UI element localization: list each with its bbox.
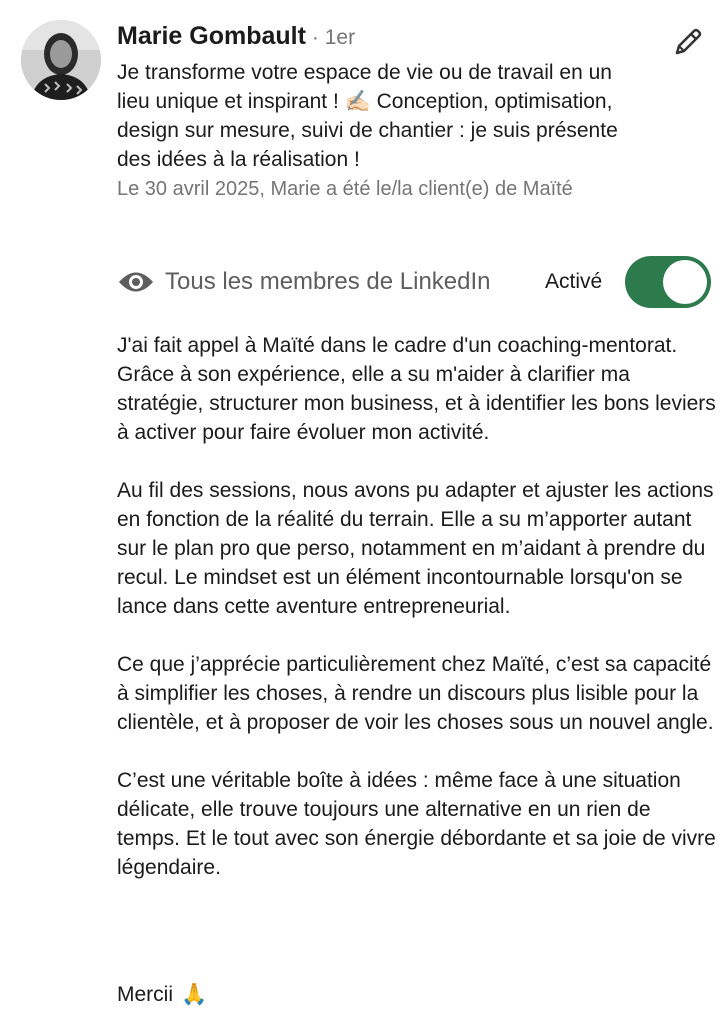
visibility-toggle[interactable]	[625, 256, 711, 308]
author-header	[117, 22, 647, 203]
recommendation-paragraph: C’est une véritable boîte à idées : même face à une situation délicate, elle trouve toujours une alternative en un rien de temps. Et le tout avec son énergie débordante et sa joie de vivre légendaire.	[117, 769, 716, 879]
recommendation-paragraph: J'ai fait appel à Maïté dans le cadre d'un coaching-mentorat. Grâce à son expérience, elle a su m'aider à clarifier ma stratégie, structurer mon business, et à identifier les bons leviers à activer pour faire évoluer mon activité.	[117, 334, 716, 444]
closing-line	[117, 980, 207, 1009]
author-headline: Je transforme votre espace de vie ou de travail en un lieu unique et inspirant ! ✍🏻 Conception, optimisation, design sur mesure, suivi de chantier : je suis présente des idées à la réalisation !	[117, 61, 618, 171]
recommendation-paragraph: Au fil des sessions, nous avons pu adapter et ajuster les actions en fonction de la réalité du terrain. Elle a su m’apporter autant sur le plan pro que perso, notamment en m’aidant à prendre du recul. Le mindset est un élément incontournable lorsqu'on se lance dans cette aventure entrepreneurial.	[117, 479, 714, 618]
connection-degree: · 1er	[311, 26, 356, 49]
recommendation-paragraph: Ce que j’apprécie particulièrement chez Maïté, c’est sa capacité à simplifier les choses, à rendre un discours plus lisible pour la clientèle, et à proposer de voir les choses sous un nouvel angle.	[117, 653, 714, 734]
closing-text: Mercii	[117, 983, 173, 1006]
author-name[interactable]: Marie Gombault	[117, 22, 306, 50]
recommendation-relationship: Le 30 avril 2025, Marie a été le/la client(e) de Maïté	[117, 178, 573, 200]
edit-button[interactable]	[668, 22, 708, 62]
name-line	[117, 22, 647, 58]
visibility-row	[117, 256, 712, 308]
avatar[interactable]	[21, 20, 101, 100]
recommendation-text	[117, 331, 717, 911]
avatar-photo	[21, 20, 101, 100]
pencil-icon	[671, 25, 705, 59]
eye-icon	[117, 268, 155, 296]
praying-hands-icon: 🙏	[181, 983, 208, 1006]
toggle-knob	[663, 260, 707, 304]
toggle-state-label: Activé	[545, 270, 603, 293]
visibility-label: Tous les membres de LinkedIn	[165, 268, 491, 295]
